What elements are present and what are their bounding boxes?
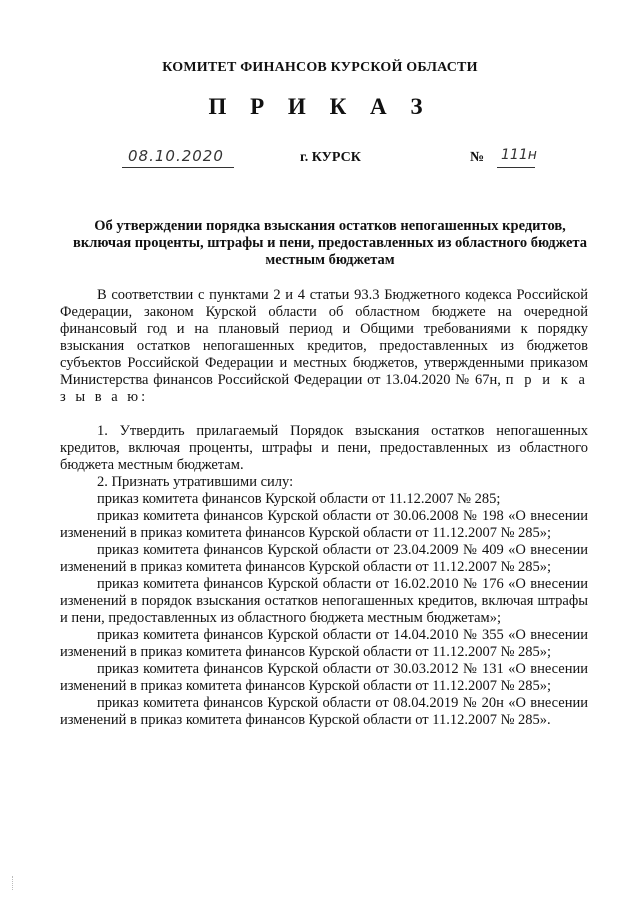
repealed-order: приказ комитета финансов Курской области от 16.02.2010 № 176 «О внесении изменений в порядок взыскания остатков непогашенных кредитов, включая штрафы и пени, предоставленных из областного бюджета местным бюджетам»;	[60, 576, 588, 626]
preamble-text: В соответствии с пунктами 2 и 4 статьи 93.3 Бюджетного кодекса Российской Федерации, законом Курской области об областном бюджете на очередной финансовый год и на плановый период и Общими требованиями к порядку взыскания остатков непогашенных кредитов, предоставленных из бюджетов субъектов Российской Федерации и местных бюджетов, утвержденными приказом Министерства финансов Российской Федерации от 13.04.2020 № 67н,	[60, 287, 588, 388]
repealed-order: приказ комитета финансов Курской области от 14.04.2010 № 355 «О внесении изменений в приказ комитета финансов Курской области от 11.12.2007 № 285»;	[60, 627, 588, 660]
repealed-order: приказ комитета финансов Курской области от 30.06.2008 № 198 «О внесении изменений в приказ комитета финансов Курской области от 11.12.2007 № 285»;	[60, 508, 588, 541]
handwritten-date: 08.10.2020	[128, 147, 224, 165]
repealed-order: приказ комитета финансов Курской области от 11.12.2007 № 285;	[97, 491, 501, 507]
organization-name: КОМИТЕТ ФИНАНСОВ КУРСКОЙ ОБЛАСТИ	[162, 60, 478, 75]
paragraph-item-2: 2. Признать утратившими силу:	[97, 474, 294, 490]
city: г. КУРСК	[300, 150, 361, 165]
date-field	[122, 147, 234, 168]
order-body	[60, 287, 588, 729]
number-field	[497, 147, 535, 168]
paragraph-item-1: 1. Утвердить прилагаемый Порядок взыскания остатков непогашенных кредитов, включая проценты, штрафы и пени, предоставленных из областного бюджета местным бюджетам.	[60, 423, 588, 473]
preamble-paragraph	[60, 287, 588, 406]
repealed-order: приказ комитета финансов Курской области от 30.03.2012 № 131 «О внесении изменений в приказ комитета финансов Курской области от 11.12.2007 № 285»;	[60, 661, 588, 694]
scan-margin-mark	[12, 876, 21, 890]
repealed-order: приказ комитета финансов Курской области от 23.04.2009 № 409 «О внесении изменений в приказ комитета финансов Курской области от 11.12.2007 № 285»;	[60, 542, 588, 575]
order-subject: Об утверждении порядка взыскания остатков непогашенных кредитов, включая проценты, штрафы и пени, предоставленных из областного бюджета местным бюджетам	[73, 218, 587, 268]
handwritten-number: 111н	[501, 147, 537, 163]
repealed-order: приказ комитета финансов Курской области от 08.04.2019 № 20н «О внесении изменений в приказ комитета финансов Курской области от 11.12.2007 № 285».	[60, 695, 588, 728]
number-label: №	[470, 150, 485, 165]
order-word: п р и к а з ы в а ю:	[60, 372, 588, 405]
document-title: П Р И К А З	[208, 94, 432, 119]
